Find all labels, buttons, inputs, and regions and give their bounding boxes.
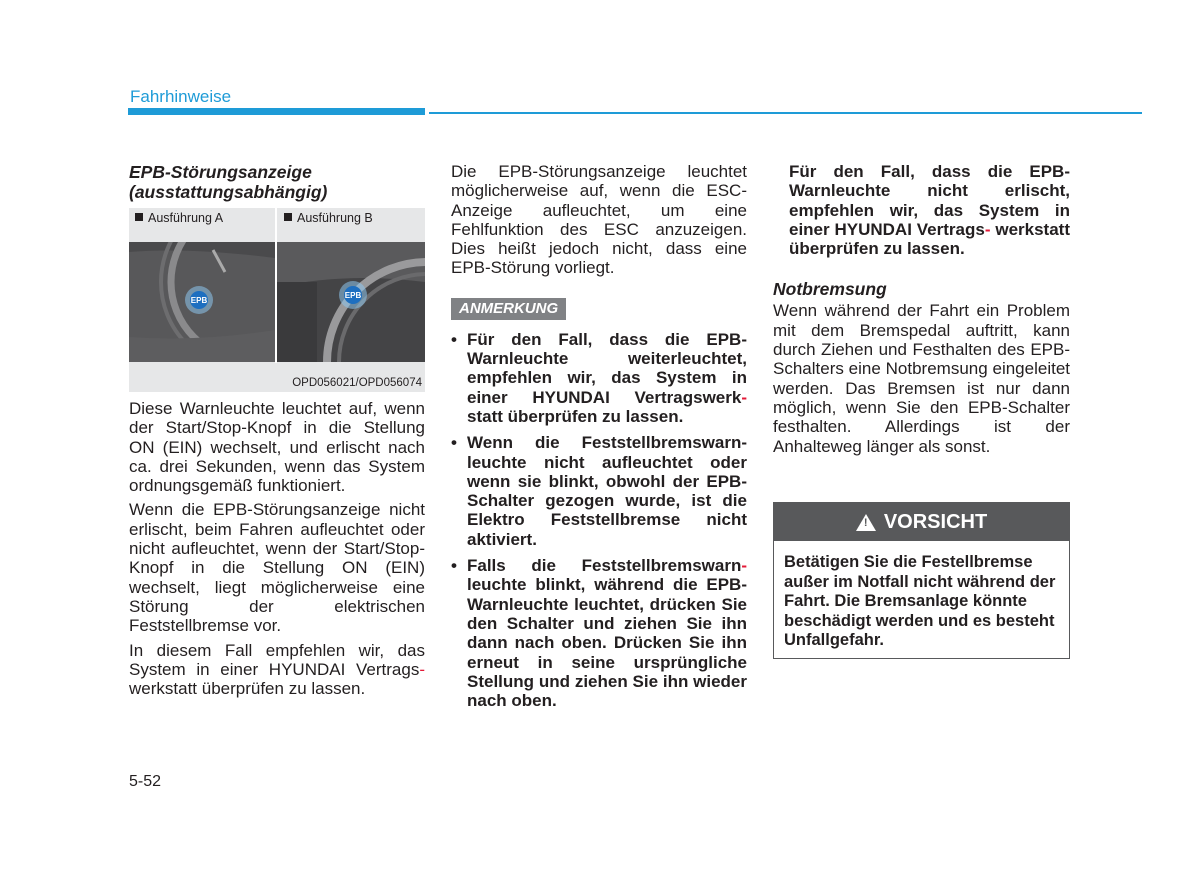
note-item: • Wenn die Feststellbremswarn-leuchte nicht aufleuchtet oder wenn sie blinkt, obwohl der EPB-Schalter gezogen wurde, ist die Elektro Feststellbremse nicht aktiviert.: [451, 433, 747, 549]
epb-heading-line2: (ausstattungsabhängig): [129, 182, 328, 202]
figure-label-b: Ausführung B: [284, 211, 373, 225]
note-label: ANMERKUNG: [451, 298, 566, 320]
epb-heading-line1: EPB-Störungsanzeige: [129, 162, 312, 182]
note-list: [451, 330, 747, 711]
column-right: [773, 162, 1070, 456]
svg-text:EPB: EPB: [344, 291, 362, 300]
paragraph-2: Wenn die EPB-Störungsanzeige nicht erlischt, beim Fahren aufleuchtet oder nicht aufleuchtet, wenn der Start/Stop-Knopf in die Stellung ON (EIN) wechselt, liegt möglicherweise eine Störung der elektrischen Feststellbremse vor.: [129, 500, 425, 636]
paragraph-1: Diese Warnleuchte leuchtet auf, wenn der Start/Stop-Knopf in die Stellung ON (EIN) wechselt, und erlischt nach ca. drei Sekunden, wenn das System ordnungsgemäß funktioniert.: [129, 399, 425, 496]
panel-variant-a: [129, 242, 275, 362]
caution-header: [774, 503, 1069, 541]
column-middle: [451, 162, 747, 717]
caution-body: Betätigen Sie die Festellbremse außer im Notfall nicht während der Fahrt. Die Bremsanlage könnte beschädigt werden und es besteht Unfallgefahr.: [784, 553, 1056, 649]
header-rule-thick: [128, 108, 425, 115]
page-number: 5-52: [129, 773, 162, 790]
emergency-brake-heading: Notbremsung: [773, 279, 887, 300]
caution-title: VORSICHT: [883, 510, 988, 533]
esc-intro: Die EPB-Störungsanzeige leuchtet möglicherweise auf, wenn die ESC-Anzeige aufleuchtet, um eine Fehlfunktion des ESC anzuzeigen. Dies heißt jedoch nicht, dass eine EPB-Störung vorliegt.: [451, 162, 747, 278]
header-rule-thin: [429, 112, 1142, 114]
workshop-advice: Für den Fall, dass die EPB-Warnleuchte nicht erlischt, empfehlen wir, das System in einer HYUNDAI Vertrags- werkstatt überprüfen zu lassen.: [789, 162, 1070, 259]
note-item: • Falls die Feststellbremswarn- leuchte blinkt, während die EPB-Warnleuchte leuchtet, drücken Sie den Schalter und ziehen Sie ihn dann nach oben. Drücken Sie ihn erneut in seine ursprüngliche Stellung und ziehen Sie ihn wieder nach oben.: [451, 556, 747, 710]
column-left-text: [129, 399, 425, 698]
svg-text:EPB: EPB: [190, 296, 208, 305]
epb-icon: [339, 281, 367, 309]
caution-box: [773, 502, 1070, 659]
warning-light-figure: [129, 208, 425, 392]
epb-icon: [185, 286, 213, 314]
warning-triangle-icon: !: [856, 514, 876, 531]
paragraph-3: In diesem Fall empfehlen wir, das System in einer HYUNDAI Vertrags- werkstatt überprüfen zu lassen.: [129, 640, 425, 699]
section-title: Fahrhinweise: [130, 87, 232, 106]
emergency-brake-paragraph: Wenn während der Fahrt ein Problem mit dem Bremspedal auftritt, kann durch Ziehen und Festhalten des EPB-Schalters eine Notbremsung eingeleitet werden. Das Bremsen ist nur dann möglich, wenn Sie den EPB-Schalter festhalten. Allerdings ist der Anhalteweg länger als sonst.: [773, 301, 1070, 456]
note-item: • Für den Fall, dass die EPB-Warnleuchte weiterleuchtet, empfehlen wir, das System in einer HYUNDAI Vertragswerk- statt überprüfen zu lassen.: [451, 330, 747, 426]
figure-label-a: Ausführung A: [135, 211, 223, 225]
figure-caption: OPD056021/OPD056074: [292, 377, 422, 389]
panel-variant-b: [277, 242, 425, 362]
